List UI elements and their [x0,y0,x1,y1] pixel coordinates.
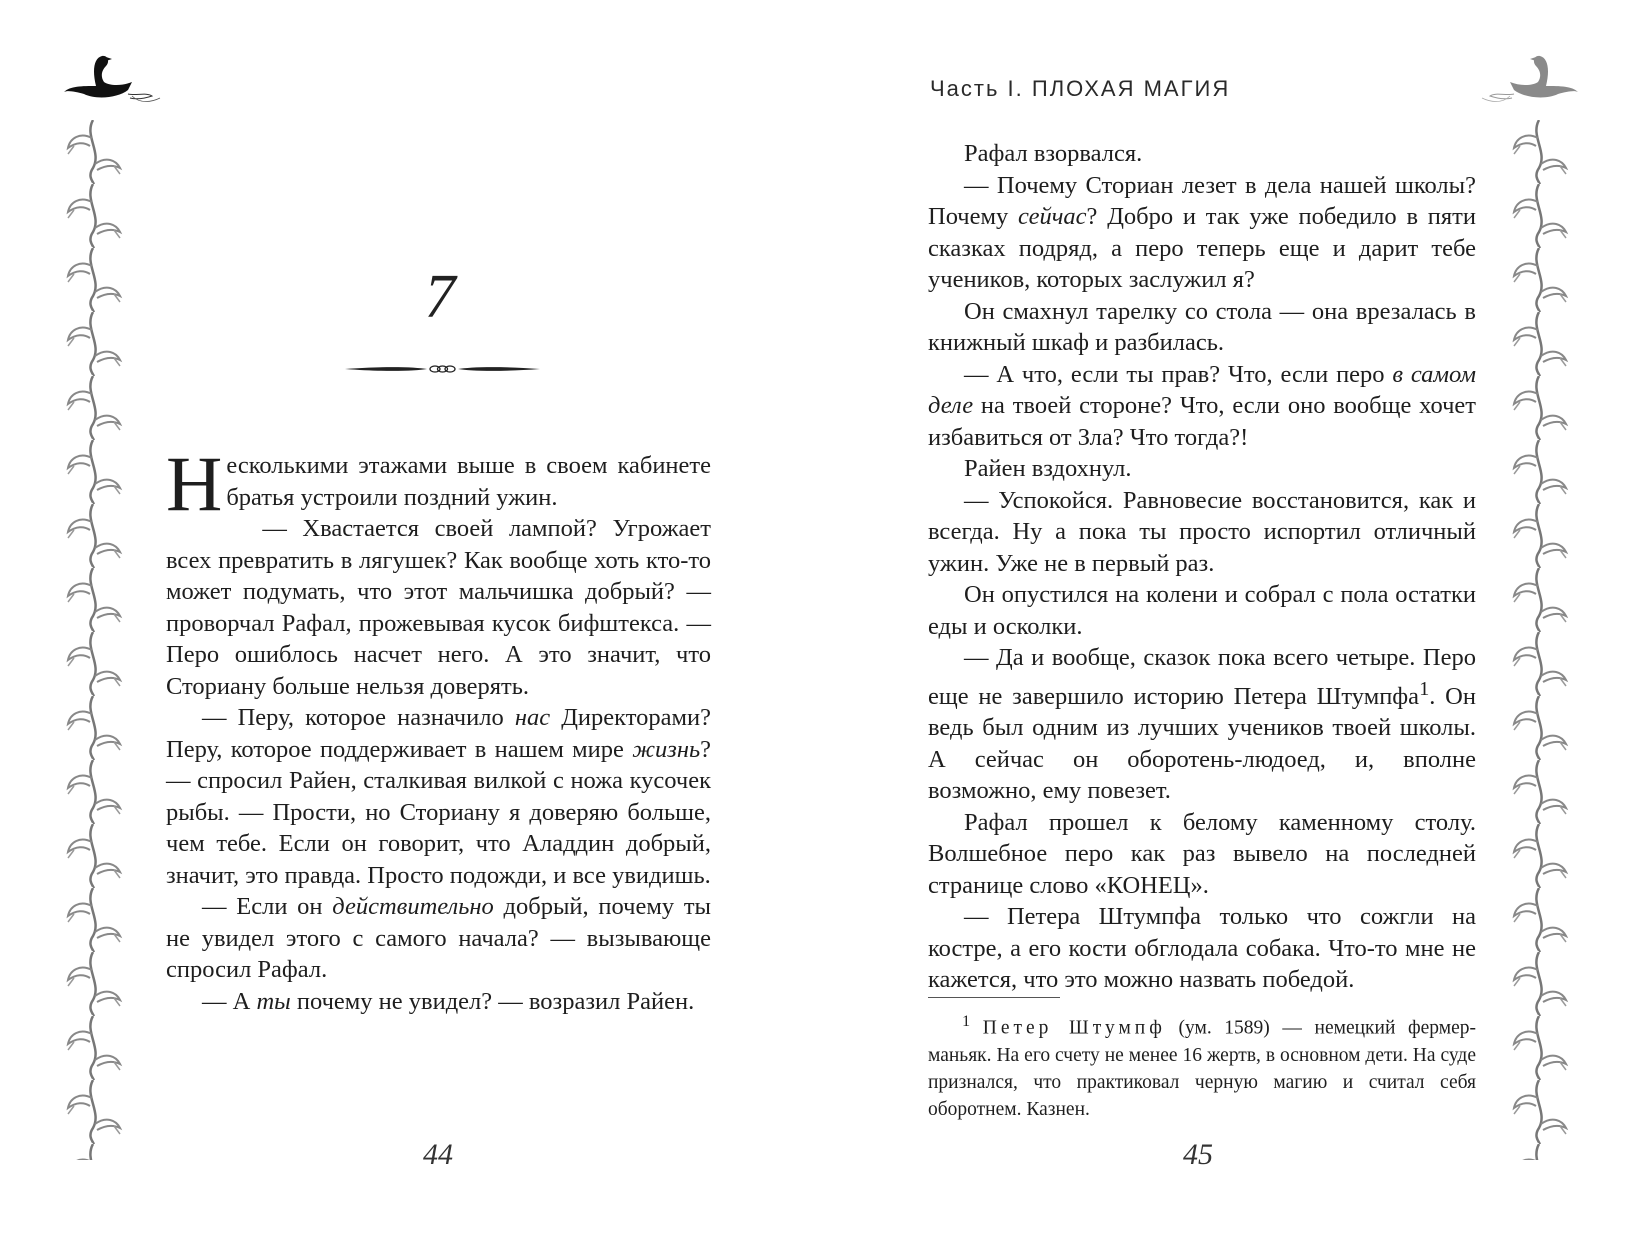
paragraph: — Хвастается своей лампой? Угрожает всех превратить в лягушек? Как вообще хоть кто-то может подумать, что этот мальчишка добрый? — проворчал Рафал, прожевывая кусок бифштекса. — Перо ошиблось насчет него. А это значит, что Сториану больше нельзя доверять. [166,515,711,700]
footnote-text: (ум. 1589) — немецкий фермер-маньяк. На его счету не менее 16 жертв, в основном дети. На суде признался, что практиковал черную магию и считал себя оборотнем. Казнен. [928,1017,1476,1120]
paragraph: — Да и вообще, сказок пока всего четыре. Перо еще не завершило историю Петера Штумпфа$^1$. Он ведь был одним из лучших учеников твоей школы. А сейчас он оборотень-людоед, и, вполне возможно, ему повезет. [928,644,1476,805]
footnote-name: Петер Штумпф [982,1017,1166,1039]
paragraph: — Успокойся. Равновесие восстановится, как и всегда. Ну а пока ты просто испортил отличный ужин. Уже не в первый раз. [928,486,1476,577]
page-number-left: 44 [423,1138,453,1171]
paragraph: Он опустился на колени и собрал с пола остатки еды и осколки. [928,581,1476,640]
paragraph: — А что, если ты прав? Что, если перо в самом деле на твоей стороне? Что, если оно вообще хочет избавиться от Зла? Что тогда?! [928,360,1476,451]
swan-icon [62,52,162,108]
chapter-divider-ornament [345,362,540,376]
paragraph: — А ты почему не увидел? — возразил Райен. [202,987,695,1015]
paragraph: Он смахнул тарелку со стола — она врезалась в книжный шкаф и разбилась. [928,297,1476,356]
paragraph: Рафал прошел к белому каменному столу. Волшебное перо как раз вывело на последней странице слово «КОНЕЦ». [928,808,1476,899]
paragraph: Райен вздохнул. [964,455,1132,482]
left-page-text [166,440,711,1017]
running-header: Часть I. ПЛОХАЯ МАГИЯ [930,76,1231,101]
paragraph: — Перу, которое назначило нас Директорами? Перу, которое поддерживает в нашем мире жизнь? — спросил Райен, сталкивая вилкой с ножа кусочек рыбы. — Прости, но Сториану я доверяю больше, чем тебе. Если он говорит, что Аладдин добрый, значит, это правда. Просто подожди, и все увидишь. [166,704,711,889]
footnote-mark: 1 [962,1012,971,1030]
footnote [928,1008,1476,1123]
drop-cap: Н [166,440,223,527]
paragraph: — Почему Сториан лезет в дела нашей школы? Почему сейчас? Добро и так уже победило в пяти сказках подряд, а перо теперь еще и дарит тебе учеников, которых заслужил я? [928,171,1476,293]
paragraph: Несколькими этажами выше в своем кабинете братья устроили поздний ужин. [166,440,711,527]
footnote-reference[interactable]: 1 [1419,677,1430,700]
footnote-rule [928,997,1060,998]
chapter-number: 7 [424,263,456,331]
vine-border-icon [1508,120,1570,1160]
paragraph: — Если он действительно добрый, почему ты не увидел этого с самого начала? — вызывающе спросил Рафал. [166,893,711,983]
paragraph: — Петера Штумпфа только что сожгли на костре, а его кости обглодала собака. Что-то мне не кажется, что это можно назвать победой. [928,903,1476,994]
swan-icon [1480,52,1580,108]
right-page-text [928,138,1476,996]
vine-border-icon [62,120,124,1160]
page-number-right: 45 [1183,1138,1213,1171]
paragraph: Рафал взорвался. [964,140,1143,167]
